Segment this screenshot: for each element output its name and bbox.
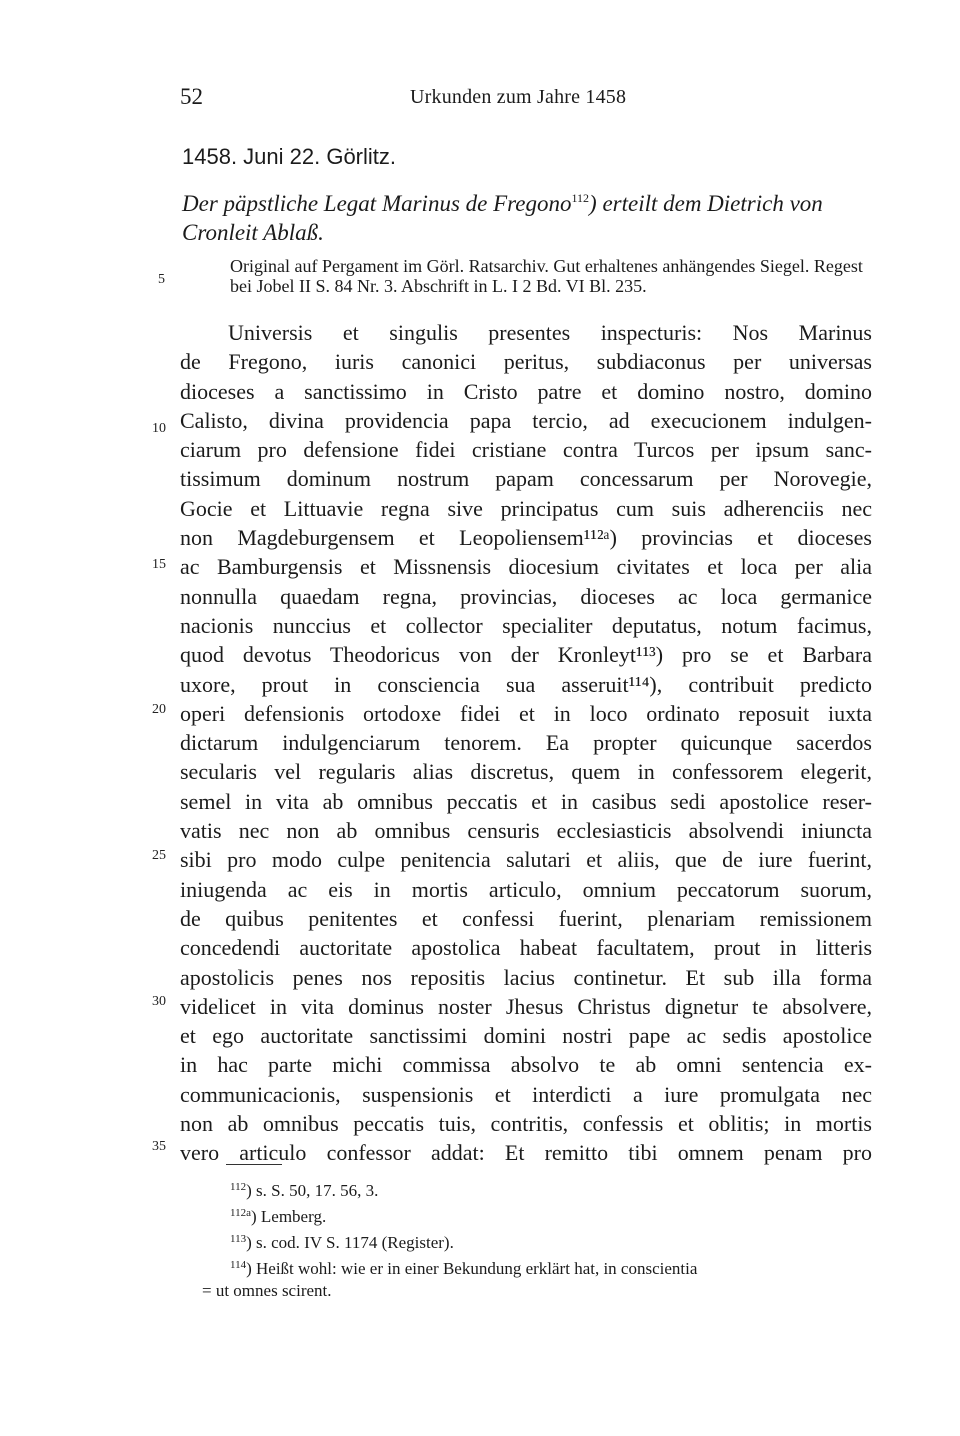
footnote-item <box>230 1176 872 1202</box>
footnote-item <box>230 1228 872 1254</box>
text-line: non Magdeburgensem et Leopoliensem¹¹²ᵃ) provincias et dioceses <box>180 525 872 551</box>
text-line: operi defensionis ortodoxe fidei et in loco ordinato reposuit iuxta <box>180 700 872 726</box>
line-number-5: 5 <box>158 272 165 287</box>
document-heading: 1458. Juni 22. Görlitz. <box>182 144 397 169</box>
footnote-separator <box>226 1164 282 1165</box>
text-line: vatis nec non ab omnibus censuris ecclesiasticis absolvendi iniuncta <box>180 818 872 844</box>
line-number-25: 25 <box>152 848 166 863</box>
text-line: nacionis nunccius et collector specialiter deputatus, notum facimus, <box>180 612 872 638</box>
footnote-mark: 113 <box>230 1233 247 1245</box>
text-line: secularis vel regularis alias discretus, quem in confessorem elegerit, <box>180 759 872 785</box>
text-line: concedendi auctoritate apostolica habeat facultatem, prout in litteris <box>180 935 872 961</box>
text-line: uxore, prout in consciencia sua asseruit¹¹⁴), contribuit predicto <box>180 671 872 697</box>
regest-summary <box>182 184 872 247</box>
text-line: Universis et singulis presentes inspecturis: Nos Marinus <box>228 320 872 345</box>
charter-text <box>180 318 872 1168</box>
text-line: videlicet in vita dominus noster Jhesus Christus dignetur te absolvere, <box>180 993 872 1019</box>
footnote-text: ) Lemberg. <box>250 1207 327 1226</box>
line-number-15: 15 <box>152 557 166 572</box>
regest-text-start: Der päpstliche Legat Marinus de Fregono <box>182 191 572 216</box>
text-line: dictarum indulgenciarum tenorem. Ea propter quicunque sacerdos <box>180 730 872 756</box>
footnote-mark: 114 <box>230 1259 247 1271</box>
text-line: quod devotus Theodoricus von der Kronleyt¹¹³) pro se et Barbara <box>180 642 872 668</box>
text-line: de quibus penitentes et confessi fuerint, plenariam remissionem <box>180 905 872 931</box>
text-line: tissimum dominum nostrum papam concessarum per Norovegie, <box>180 466 872 492</box>
text-line: de Fregono, iuris canonici peritus, subdiaconus per universas <box>180 349 872 375</box>
regest-text-end: ) erteilt dem Dietrich von Cronleit Ablaß. <box>182 191 823 245</box>
text-line: vero articulo confessor addat: Et remitto tibi omnem penam pro <box>180 1140 872 1166</box>
text-line: sibi pro modo culpe penitencia salutari et aliis, que de iure fuerint, <box>180 847 872 873</box>
line-number-20: 20 <box>152 702 166 717</box>
line-number-35: 35 <box>152 1139 166 1154</box>
line-number-10: 10 <box>152 421 166 436</box>
text-line: communicacionis, suspensionis et interdicti a iure promulgata nec <box>180 1081 872 1107</box>
running-title: Urkunden zum Jahre 1458 <box>410 86 627 108</box>
text-line: apostolicis penes nos repositis lacius continetur. Et sub illa forma <box>180 964 872 990</box>
text-line: Calisto, divina providencia papa tercio, ad execucionem indulgen- <box>180 407 872 433</box>
text-line: ac Bamburgensis et Missnensis diocesium civitates et loca per alia <box>180 554 872 580</box>
text-line: dioceses a sanctissimo in Cristo patre et domino nostro, domino <box>180 378 872 404</box>
footnote-mark: 112 <box>230 1181 247 1193</box>
text-line: Gocie et Littuavie regna sive principatus cum suis adherenciis nec <box>180 495 872 521</box>
footnote-mark: 112a <box>230 1207 251 1219</box>
footnote-item <box>230 1254 872 1280</box>
text-line: non ab omnibus peccatis tuis, contritis, confessis et oblitis; in mortis <box>180 1111 872 1137</box>
footnote-continuation <box>202 1280 872 1302</box>
source-note: Original auf Pergament im Görl. Ratsarchiv. Gut erhaltenes anhängendes Siegel. Regest bei Jobel II S. 84 Nr. 3. Abschrift in L. I 2 Bd. VI Bl. 235. <box>230 256 863 296</box>
running-head <box>180 84 870 120</box>
footnote-item <box>230 1202 872 1228</box>
footnote-text: = ut omnes scirent. <box>202 1281 332 1300</box>
text-line: et ego auctoritate sanctissimi domini nostri pape ac sedis apostolice <box>180 1023 872 1049</box>
footnote-text: ) Heißt wohl: wie er in einer Bekundung erklärt hat, in conscientia <box>246 1259 698 1278</box>
text-line: ciarum pro defensione fidei cristiane contra Turcos per ipsum sanc- <box>180 437 872 463</box>
footnotes <box>202 1176 872 1302</box>
page-number: 52 <box>180 84 203 109</box>
regest-footnote-ref: 112 <box>571 191 590 205</box>
line-number-30: 30 <box>152 994 166 1009</box>
text-line: nonnulla quaedam regna, provincias, dioceses ac loca germanice <box>180 583 872 609</box>
text-line: semel in vita ab omnibus peccatis et in casibus sedi apostolice reser- <box>180 788 872 814</box>
text-line: iniugenda ac eis in mortis articulo, omnium peccatorum suorum, <box>180 876 872 902</box>
text-line: in hac parte michi commissa absolvo te ab omni sentencia ex- <box>180 1052 872 1078</box>
footnote-text: ) s. S. 50, 17. 56, 3. <box>246 1181 379 1200</box>
footnote-text: ) s. cod. IV S. 1174 (Register). <box>246 1233 454 1252</box>
